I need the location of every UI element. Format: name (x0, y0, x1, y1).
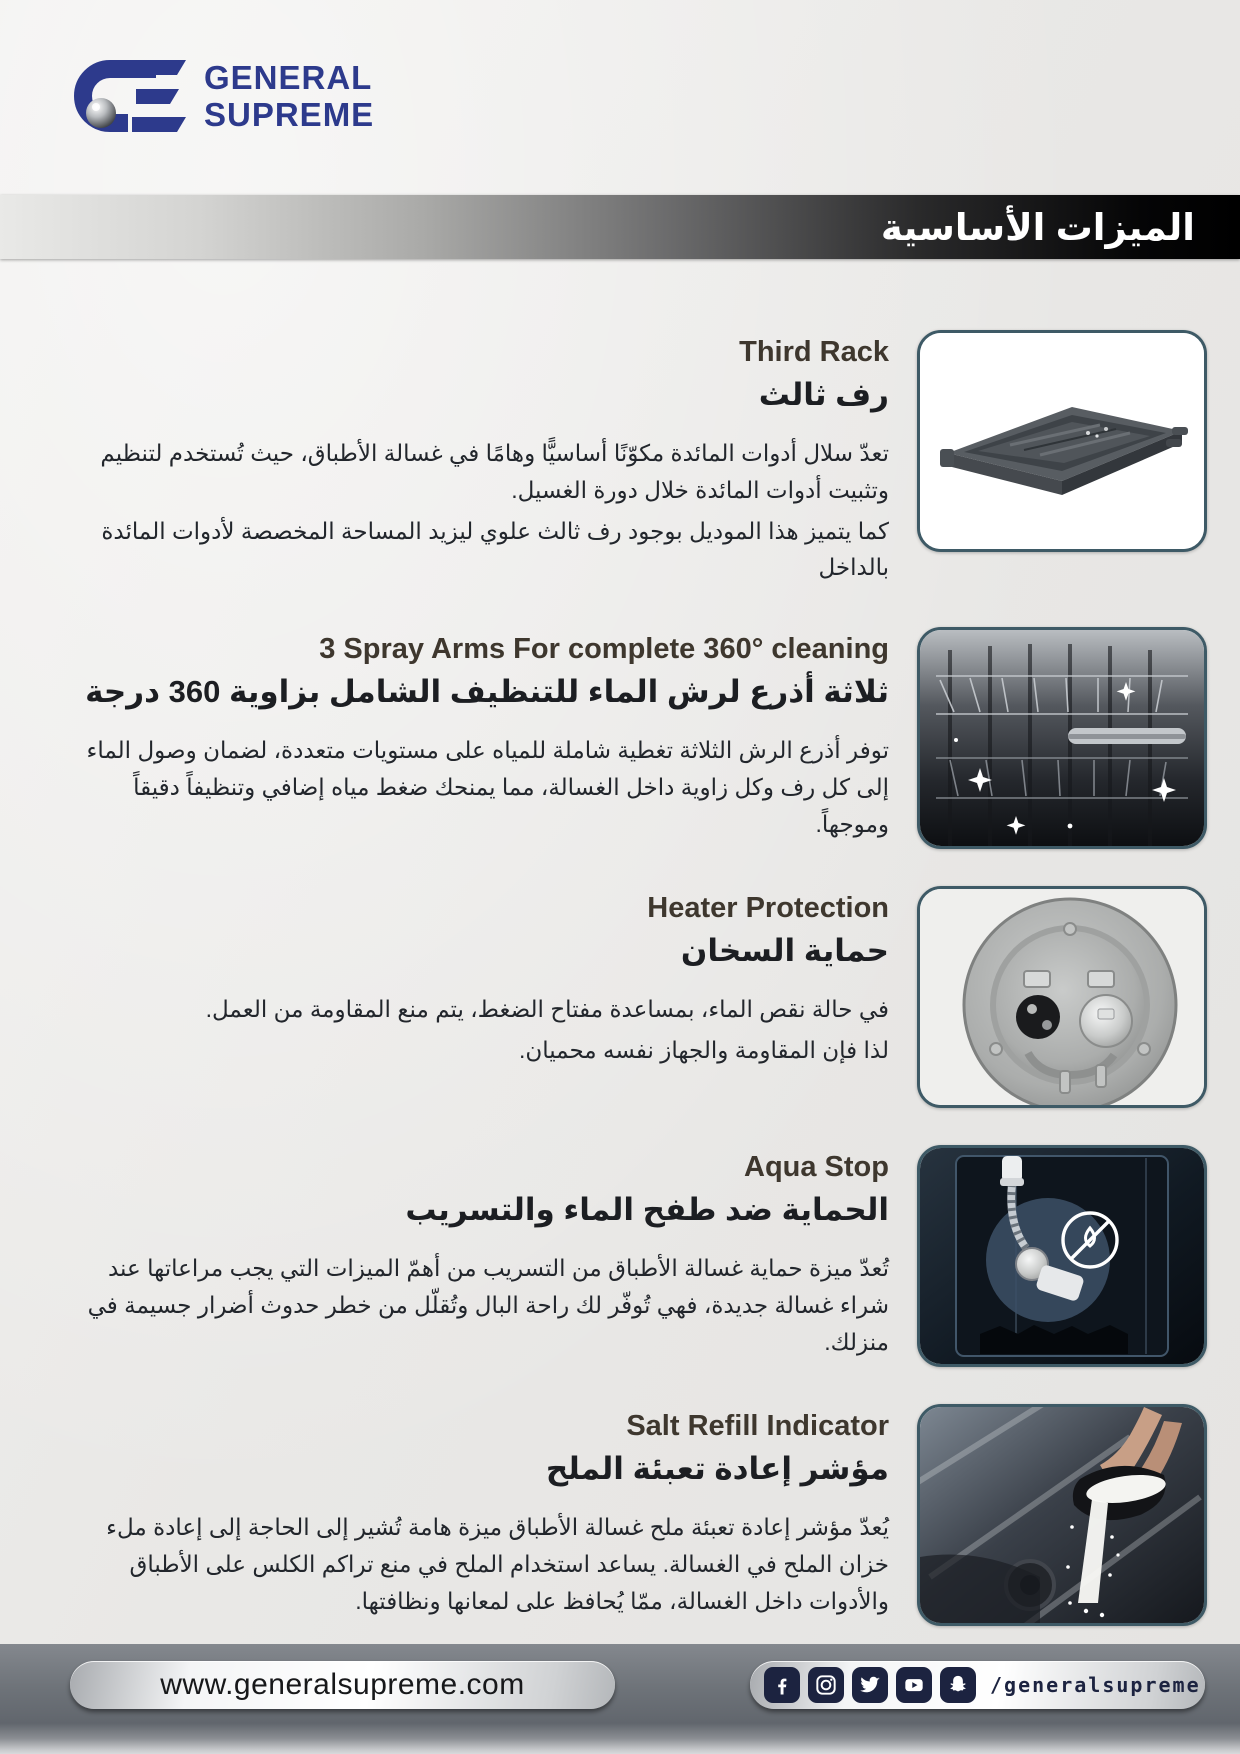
banner-title: الميزات الأساسية (880, 206, 1195, 248)
feature-body: تعدّ سلال أدوات المائدة مكوّنًا أساسيًّا وهامًا في غسالة الأطباق، حيث تُستخدم لتنظيم وتثبيت أدوات المائدة خلال دورة الغسيل. (100, 440, 889, 503)
feature-title-en: 3 Spray Arms For complete 360° cleaning (319, 633, 889, 666)
feature-body: لذا فإن المقاومة والجهاز نفسه محميان. (518, 1036, 889, 1063)
logo (62, 50, 374, 144)
gs-logomark-icon (62, 50, 190, 144)
aqua-stop-illustration-icon (920, 1148, 1204, 1364)
third-rack-image (917, 330, 1207, 552)
aqua-stop-image (917, 1145, 1207, 1367)
feature-title-ar: حماية السخان (680, 933, 889, 969)
feature-spray-arms (72, 627, 1207, 849)
facebook-icon[interactable] (764, 1667, 800, 1703)
dishwasher-interior-illustration-icon (920, 630, 1204, 846)
salt-refill-image (917, 1404, 1207, 1626)
snapchat-icon[interactable] (940, 1667, 976, 1703)
social-handle-text[interactable]: /generalsupreme (990, 1673, 1201, 1697)
logo-line1: GENERAL (204, 59, 373, 97)
website-link[interactable] (70, 1661, 615, 1709)
instagram-icon[interactable] (808, 1667, 844, 1703)
twitter-icon[interactable] (852, 1667, 888, 1703)
heater-illustration-icon (920, 889, 1204, 1105)
feature-text (72, 886, 917, 1073)
feature-title-ar: مؤشر إعادة تعبئة الملح (545, 1451, 889, 1487)
feature-title-ar: رف ثالث (758, 377, 889, 412)
spray-arms-image (917, 627, 1207, 849)
feature-title-en: Aqua Stop (744, 1151, 889, 1184)
social-links (750, 1661, 1205, 1709)
website-text: www.generalsupreme.com (160, 1668, 525, 1701)
feature-heater-protection (72, 886, 1207, 1108)
feature-body: في حالة نقص الماء، بمساعدة مفتاح الضغط، يتم منع المقاومة من العمل. (205, 996, 889, 1023)
feature-title-ar: الحماية ضد طفح الماء والتسريب (405, 1192, 889, 1228)
logo-wordmark (204, 60, 374, 134)
footer-bar (0, 1644, 1240, 1754)
feature-body: توفر أذرع الرش الثلاثة تغطية شاملة للمياه على مستويات متعددة، لضمان وصول الماء إلى كل رف وكل زاوية داخل الغسالة، مما يمنحك ضغط مياه إضافي وتنظيفاً دقيقاً وموجهاً. (86, 737, 889, 837)
youtube-icon[interactable] (896, 1667, 932, 1703)
feature-title-en: Heater Protection (647, 892, 889, 925)
salt-pour-illustration-icon (920, 1407, 1204, 1623)
section-header-banner (0, 195, 1240, 259)
features-list (0, 330, 1240, 1663)
feature-body: يُعدّ مؤشر إعادة تعبئة ملح غسالة الأطباق ميزة هامة تُشير إلى الحاجة إلى إعادة ملء خزان الملح في الغسالة. يساعد استخدام الملح في منع تراكم الكلس على الأطباق والأدوات داخل الغسالة، ممّا يُحافظ على لمعانها ونظافتها. (106, 1514, 889, 1614)
third-rack-illustration-icon (920, 333, 1204, 549)
feature-title-ar: ثلاثة أذرع لرش الماء للتنظيف الشامل بزاوية 360 درجة (85, 674, 889, 710)
logo-line2: SUPREME (204, 96, 375, 133)
feature-third-rack (72, 330, 1207, 590)
feature-salt-refill (72, 1404, 1207, 1626)
heater-image (917, 886, 1207, 1108)
feature-text (72, 330, 917, 590)
feature-text (72, 1404, 917, 1623)
feature-aqua-stop (72, 1145, 1207, 1367)
feature-body: كما يتميز هذا الموديل بوجود رف ثالث علوي ليزيد المساحة المخصصة لأدوات المائدة بالداخل (101, 517, 889, 581)
feature-title-en: Third Rack (739, 336, 889, 368)
feature-text (72, 627, 917, 846)
feature-body: تُعدّ ميزة حماية غسالة الأطباق من التسريب من أهمّ الميزات التي يجب مراعاتها عند شراء غسالة جديدة، فهي تُوفّر لك راحة البال وتُقلّل من خطر حدوث أضرار جسيمة في منزلك. (87, 1255, 889, 1355)
feature-title-en: Salt Refill Indicator (626, 1410, 889, 1443)
feature-text (72, 1145, 917, 1364)
